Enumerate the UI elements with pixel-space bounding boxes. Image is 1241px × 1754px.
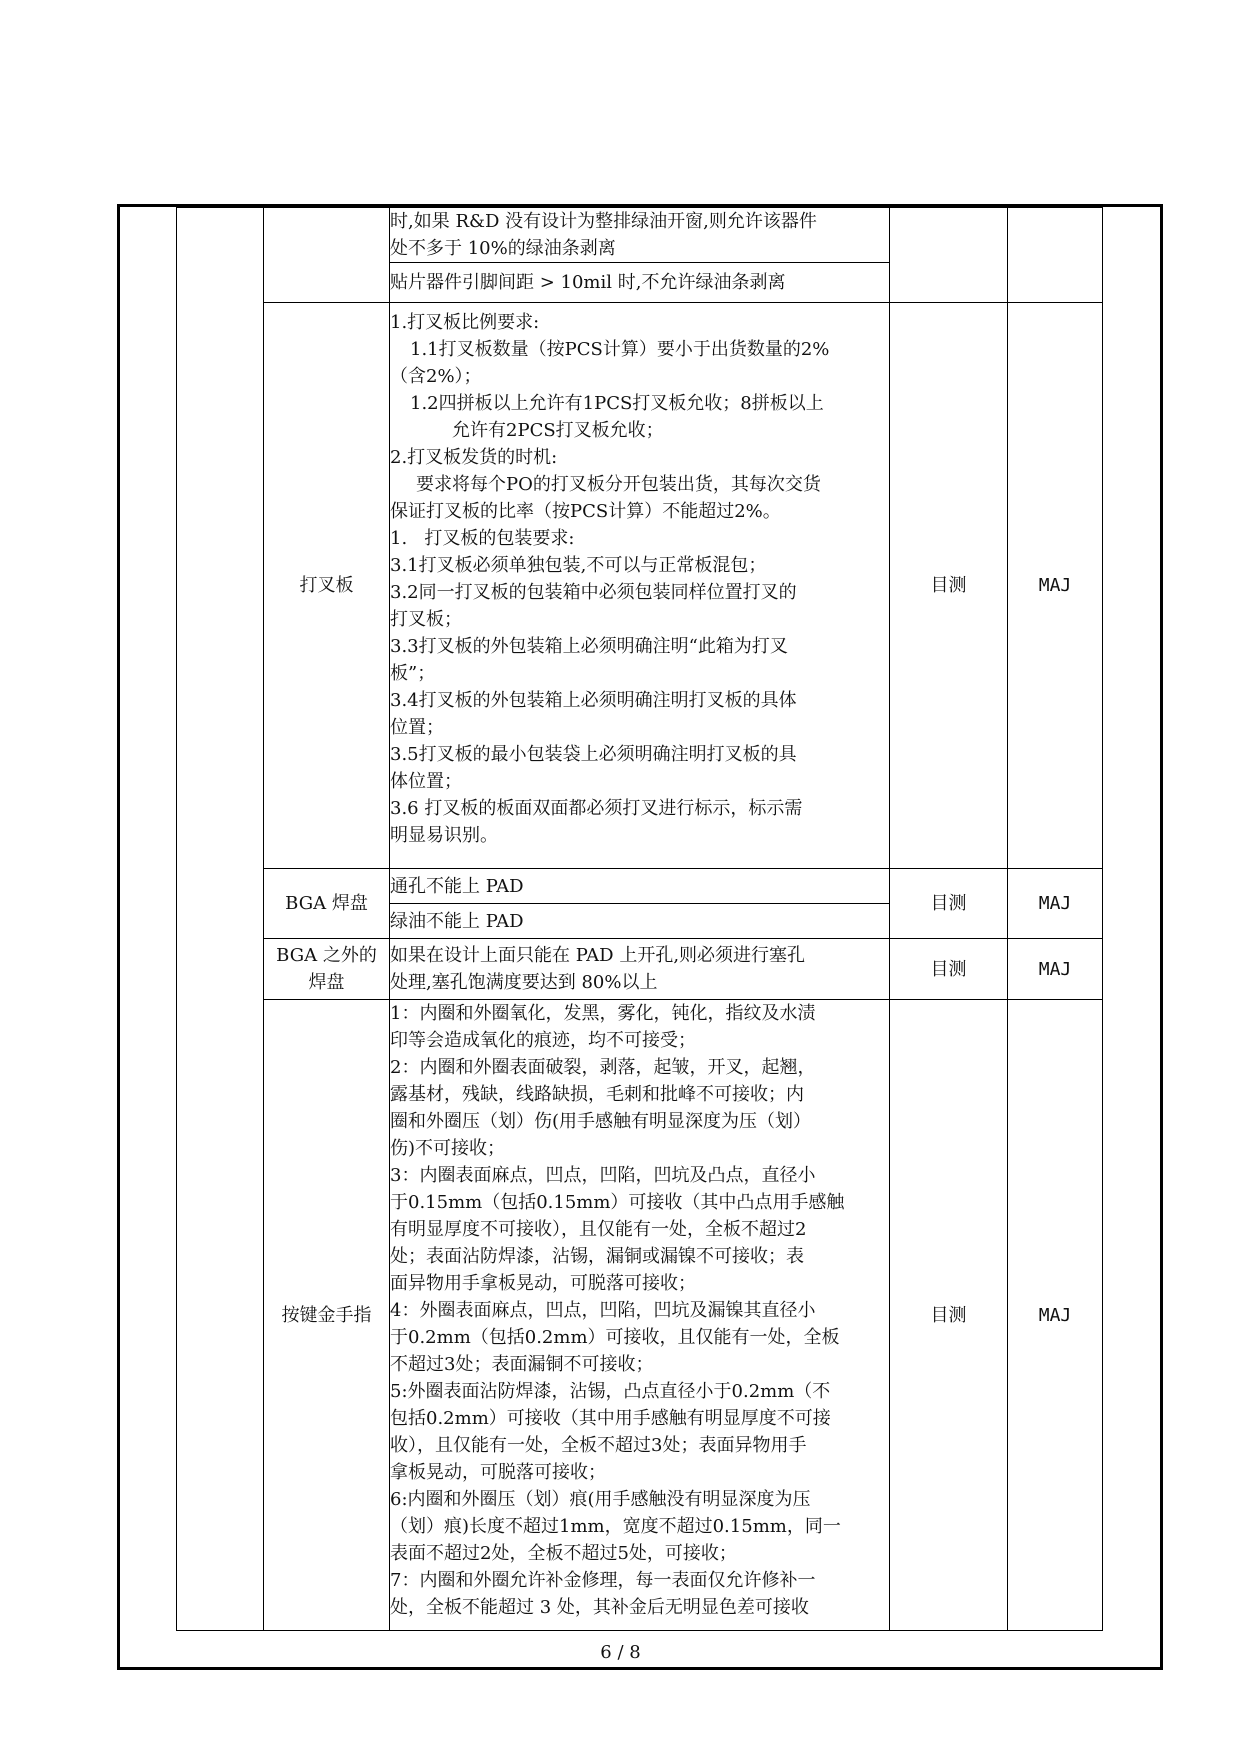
category-cell	[177, 208, 264, 1631]
criteria-line: 拿板晃动，可脱落可接收；	[390, 1462, 606, 1483]
criteria-cell	[390, 904, 890, 939]
inspection-criteria-table	[176, 207, 1103, 1631]
criteria-line: 板”；	[390, 663, 436, 684]
item-line: BGA 之外的	[276, 945, 377, 966]
criteria-line: 3.1打叉板必须单独包装,不可以与正常板混包；	[390, 555, 767, 576]
criteria-line: 3.5打叉板的最小包装袋上必须明确注明打叉板的具	[390, 744, 797, 765]
method-label: 目测	[890, 939, 1008, 1000]
criteria-line: 如果在设计上面只能在 PAD 上开孔,则必须进行塞孔	[390, 945, 806, 966]
criteria-line: 于0.15mm（包括0.15mm）可接收（其中凸点用手感触	[390, 1192, 845, 1213]
criteria-line: 处不多于 10%的绿油条剥离	[390, 238, 616, 259]
criteria-line: 绿油不能上 PAD	[390, 910, 524, 932]
criteria-line: 面异物用手拿板晃动，可脱落可接收；	[390, 1273, 696, 1294]
criteria-line: 处理,塞孔饱满度要达到 80%以上	[390, 972, 658, 993]
criteria-line: 允许有2PCS打叉板允收；	[452, 420, 664, 441]
criteria-line: 伤)不可接收；	[390, 1138, 506, 1159]
criteria-line: 2：内圈和外圈表面破裂，剥落，起皱，开叉，起翘，	[390, 1057, 816, 1078]
grade-cell	[1008, 208, 1103, 303]
criteria-line: 明显易识别。	[390, 825, 498, 846]
criteria-line: 7：内圈和外圈允许补金修理，每一表面仅允许修补一	[390, 1570, 816, 1591]
criteria-cell	[390, 263, 890, 303]
criteria-line: 贴片器件引脚间距 > 10mil 时,不允许绿油条剥离	[390, 272, 786, 293]
criteria-line: 印等会造成氧化的痕迹，均不可接受；	[390, 1030, 696, 1051]
criteria-line: 3.3打叉板的外包装箱上必须明确注明“此箱为打叉	[390, 636, 788, 657]
method-cell	[890, 208, 1008, 303]
criteria-line: 体位置；	[390, 771, 462, 792]
grade-label: MAJ	[1008, 869, 1103, 939]
criteria-line: 1.2四拼板以上允许有1PCS打叉板允收；8拼板以上	[410, 393, 824, 414]
criteria-line: 不超过3处；表面漏铜不可接收；	[390, 1354, 654, 1375]
method-label: 目测	[890, 869, 1008, 939]
criteria-line: 1：内圈和外圈氧化，发黑，雾化，钝化，指纹及水渍	[390, 1003, 816, 1024]
criteria-line: 1. 打叉板的包装要求:	[390, 528, 575, 549]
item-cell	[264, 208, 390, 303]
criteria-line: 于0.2mm（包括0.2mm）可接收，且仅能有一处，全板	[390, 1327, 840, 1348]
criteria-line: 露基材，残缺，线路缺损，毛刺和批峰不可接收；内	[390, 1084, 804, 1105]
criteria-line: 包括0.2mm）可接收（其中用手感触有明显厚度不可接	[390, 1408, 831, 1429]
table-row	[177, 303, 1103, 869]
method-label: 目测	[890, 303, 1008, 869]
table-row	[177, 939, 1103, 1000]
criteria-line: 通孔不能上 PAD	[390, 875, 524, 897]
criteria-cell	[390, 939, 890, 1000]
criteria-line: 4：外圈表面麻点，凹点，凹陷，凹坑及漏镍其直径小	[390, 1300, 816, 1321]
criteria-line: 圈和外圈压（划）伤(用手感触有明显深度为压（划）	[390, 1111, 812, 1132]
criteria-line: 表面不超过2处，全板不超过5处，可接收；	[390, 1543, 737, 1564]
item-label: BGA 焊盘	[264, 869, 390, 939]
method-label: 目测	[890, 1000, 1008, 1631]
criteria-line: 5:外圈表面沾防焊漆，沾锡，凸点直径小于0.2mm（不	[390, 1381, 831, 1402]
page-number: 6 / 8	[600, 1642, 641, 1663]
criteria-line: 3：内圈表面麻点，凹点，凹陷，凹坑及凸点，直径小	[390, 1165, 816, 1186]
criteria-line: 处；表面沾防焊漆，沾锡，漏铜或漏镍不可接收；表	[390, 1246, 804, 1267]
criteria-cell	[390, 303, 890, 869]
criteria-line: 1.1打叉板数量（按PCS计算）要小于出货数量的2%	[410, 339, 830, 360]
criteria-line: 有明显厚度不可接收），且仅能有一处，全板不超过2	[390, 1219, 807, 1240]
criteria-line: （划）痕)长度不超过1mm，宽度不超过0.15mm，同一	[390, 1516, 841, 1537]
criteria-line: 处，全板不能超过 3 处，其补金后无明显色差可接收	[390, 1597, 809, 1618]
criteria-line: （含2%）；	[390, 366, 482, 387]
criteria-line: 位置；	[390, 717, 444, 738]
grade-label: MAJ	[1008, 939, 1103, 1000]
criteria-line: 3.6 打叉板的板面双面都必须打叉进行标示，标示需	[390, 798, 803, 819]
criteria-line: 6:内圈和外圈压（划）痕(用手感触没有明显深度为压	[390, 1489, 811, 1510]
criteria-line: 打叉板；	[390, 609, 462, 630]
criteria-line: 要求将每个PO的打叉板分开包装出货，其每次交货	[416, 474, 821, 495]
criteria-line: 保证打叉板的比率（按PCS计算）不能超过2%。	[390, 501, 781, 522]
grade-label: MAJ	[1008, 1000, 1103, 1631]
criteria-cell	[390, 1000, 890, 1631]
item-label	[264, 939, 390, 1000]
grade-label: MAJ	[1008, 303, 1103, 869]
criteria-line: 收），且仅能有一处，全板不超过3处；表面异物用手	[390, 1435, 807, 1456]
item-line: 焊盘	[308, 972, 345, 993]
criteria-cell	[390, 869, 890, 904]
table-row	[177, 1000, 1103, 1631]
criteria-line: 3.2同一打叉板的包装箱中必须包装同样位置打叉的	[390, 582, 797, 603]
criteria-line: 1.打叉板比例要求:	[390, 312, 540, 333]
table-row	[177, 208, 1103, 263]
item-label: 打叉板	[264, 303, 390, 869]
table-row	[177, 869, 1103, 904]
criteria-line: 时,如果 R&D 没有设计为整排绿油开窗,则允许该器件	[390, 211, 817, 232]
criteria-line: 2.打叉板发货的时机:	[390, 447, 558, 468]
item-label: 按键金手指	[264, 1000, 390, 1631]
criteria-cell	[390, 208, 890, 263]
criteria-line: 3.4打叉板的外包装箱上必须明确注明打叉板的具体	[390, 690, 797, 711]
